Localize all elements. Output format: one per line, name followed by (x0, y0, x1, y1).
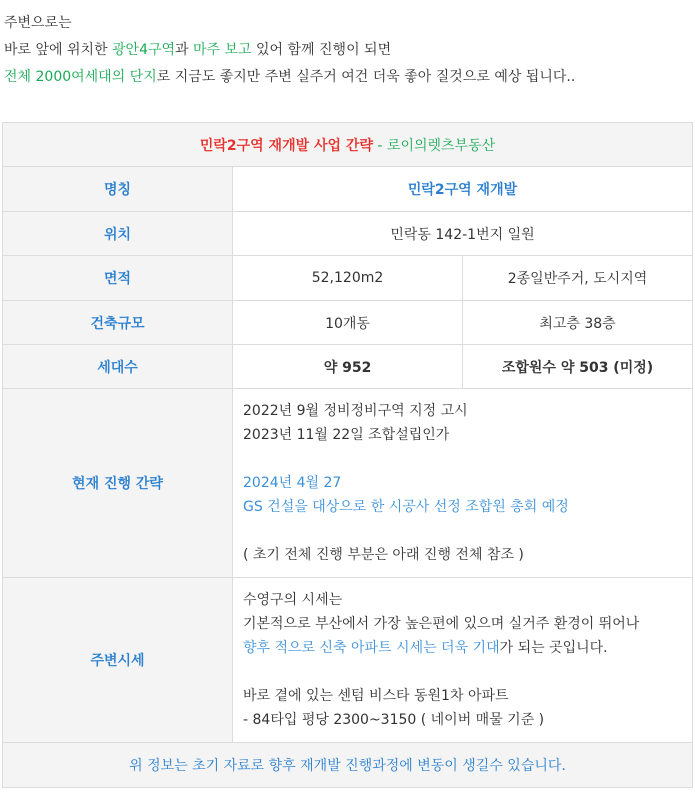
table-row (3, 578, 693, 743)
table-row (3, 301, 693, 345)
progress-value (233, 389, 693, 578)
table-title (3, 123, 693, 167)
table-row (3, 345, 693, 389)
table-row (3, 167, 693, 212)
market-line: - 84타입 평당 2300~3150 ( 네이버 매물 기준 ) (243, 712, 545, 728)
progress-note: ( 초기 전체 진행 부분은 아래 진행 전체 참조 ) (243, 547, 524, 563)
table-row (3, 389, 693, 578)
floors-value: 최고층 38층 (463, 301, 693, 345)
market-line (243, 636, 682, 660)
progress-label: 현재 진행 간략 (3, 389, 233, 578)
project-summary-table (2, 122, 693, 788)
table-title-main: 민락2구역 재개발 사업 간략 (199, 137, 373, 154)
name-label: 명칭 (3, 167, 233, 212)
intro-line-2-part: 과 (175, 42, 194, 58)
market-line: 수영구의 시세는 (243, 592, 343, 608)
table-title-row (3, 123, 693, 167)
name-value: 민락2구역 재개발 (233, 167, 693, 212)
progress-date: 2024년 4월 27 (243, 475, 342, 491)
area-label: 면적 (3, 256, 233, 301)
intro-line-3 (4, 64, 575, 91)
highlight-facing: 마주 보고 (193, 42, 252, 58)
intro-text (4, 10, 575, 91)
table-row (3, 212, 693, 256)
market-line-part: 가 되는 곳입니다. (499, 640, 608, 656)
units-value: 약 952 (233, 345, 463, 389)
highlight-gwangan4: 광안4구역 (112, 42, 176, 58)
location-value: 민락동 142-1번지 일원 (233, 212, 693, 256)
members-value: 조합원수 약 503 (미정) (463, 345, 693, 389)
buildings-value: 10개동 (233, 301, 463, 345)
market-line: 기본적으로 부산에서 가장 높은편에 있으며 실거주 환경이 뛰어나 (243, 616, 640, 632)
intro-line-2 (4, 37, 575, 64)
intro-line-2-part: 있어 함께 진행이 되면 (251, 42, 392, 58)
table-title-separator: - (372, 137, 387, 154)
highlight-total-units: 전체 2000여세대의 단지 (4, 69, 157, 85)
market-label: 주변시세 (3, 578, 233, 743)
area-value: 52,120m2 (233, 256, 463, 301)
scale-label: 건축규모 (3, 301, 233, 345)
progress-line: 2023년 11월 22일 조합설립인가 (243, 427, 450, 443)
table-row (3, 256, 693, 301)
table-title-source: 로이의렛츠부동산 (386, 137, 496, 154)
progress-event: GS 건설을 대상으로 한 시공사 선정 조합원 총회 예정 (243, 499, 569, 515)
market-line: 바로 곁에 있는 센텀 비스타 동원1차 아파트 (243, 688, 509, 704)
intro-line-3-part: 로 지금도 좋지만 주변 실주거 여건 더욱 좋아 질것으로 예상 됩니다.. (156, 69, 576, 85)
location-label: 위치 (3, 212, 233, 256)
disclaimer: 위 정보는 초기 자료로 향후 재개발 진행과정에 변동이 생길수 있습니다. (3, 743, 693, 788)
intro-line-2-part: 바로 앞에 위치한 (4, 42, 113, 58)
market-highlight: 향후 적으로 신축 아파트 시세는 더욱 기대 (243, 640, 500, 656)
intro-line-1: 주변으로는 (4, 15, 72, 31)
units-label: 세대수 (3, 345, 233, 389)
market-value (233, 578, 693, 743)
progress-line: 2022년 9월 정비정비구역 지정 고시 (243, 403, 468, 419)
table-footer-row (3, 743, 693, 788)
zoning-value: 2종일반주거, 도시지역 (463, 256, 693, 301)
